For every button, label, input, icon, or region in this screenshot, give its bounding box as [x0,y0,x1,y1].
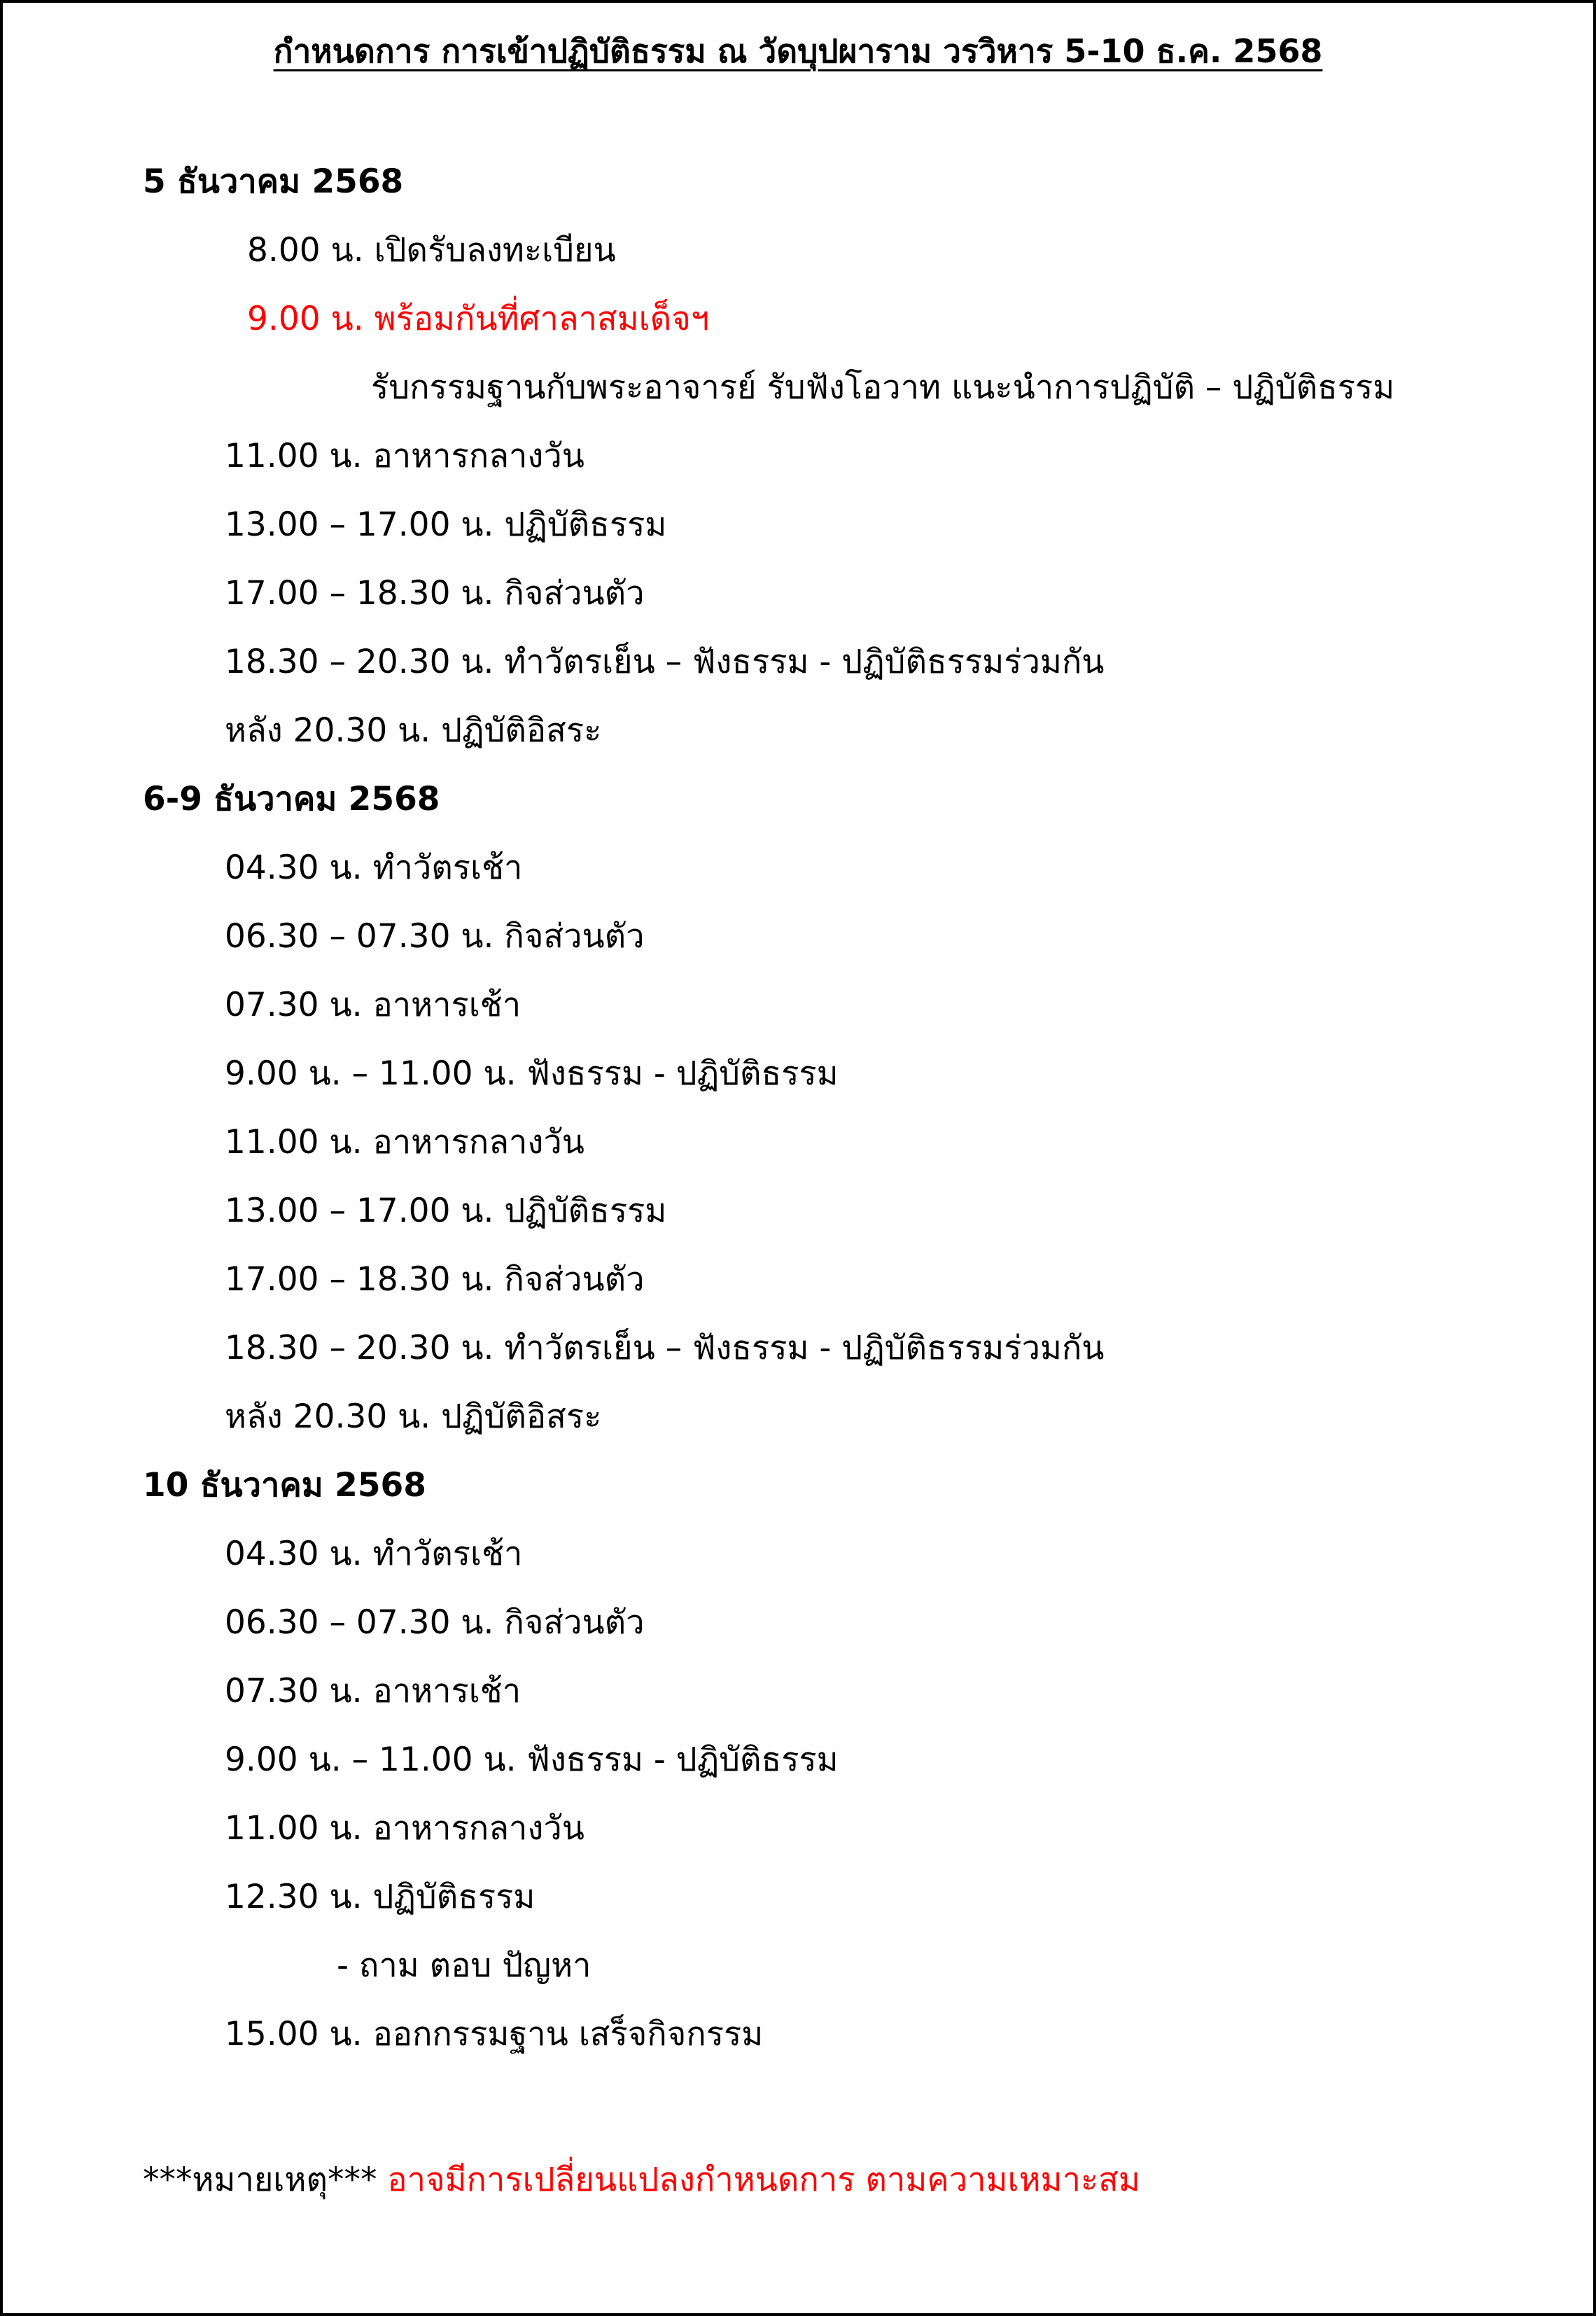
schedule-item: หลัง 20.30 น. ปฏิบัติอิสระ [225,711,602,750]
schedule-item: 07.30 น. อาหารเช้า [225,986,522,1024]
schedule-item: 17.00 – 18.30 น. กิจส่วนตัว [225,574,645,613]
schedule-item: 06.30 – 07.30 น. กิจส่วนตัว [225,1603,645,1642]
schedule-item: 9.00 น. – 11.00 น. ฟังธรรม - ปฏิบัติธรรม [225,1054,839,1093]
schedule-item: 17.00 – 18.30 น. กิจส่วนตัว [225,1260,645,1299]
schedule-item: 12.30 น. ปฏิบัติธรรม [225,1878,536,1916]
schedule-item: หลัง 20.30 น. ปฏิบัติอิสระ [225,1397,602,1436]
schedule-item: 8.00 น. เปิดรับลงทะเบียน [247,231,616,270]
schedule-item: 13.00 – 17.00 น. ปฏิบัติธรรม [225,1192,667,1230]
day-heading-10-dec: 10 ธันวาคม 2568 [143,1466,426,1505]
schedule-item: 13.00 – 17.00 น. ปฏิบัติธรรม [225,505,667,544]
note-line [143,2161,1140,2199]
note-text: อาจมีการเปลี่ยนแปลงกำหนดการ ตามความเหมาะสม [387,2161,1140,2199]
schedule-item-detail: รับกรรมฐานกับพระอาจารย์ รับฟังโอวาท แนะนำการปฏิบัติ – ปฏิบัติธรรม [371,368,1395,407]
schedule-item: 04.30 น. ทำวัตรเช้า [225,1535,523,1573]
schedule-item: 04.30 น. ทำวัตรเช้า [225,849,523,887]
schedule-item-highlight: 9.00 น. พร้อมกันที่ศาลาสมเด็จฯ [247,300,710,338]
schedule-item: 9.00 น. – 11.00 น. ฟังธรรม - ปฏิบัติธรรม [225,1741,839,1779]
schedule-item: 11.00 น. อาหารกลางวัน [225,1809,584,1848]
schedule-item: 15.00 น. ออกกรรมฐาน เสร็จกิจกรรม [225,2015,764,2053]
day-heading-5-dec: 5 ธันวาคม 2568 [143,162,404,201]
schedule-item: 11.00 น. อาหารกลางวัน [225,1123,584,1162]
schedule-item: 06.30 – 07.30 น. กิจส่วนตัว [225,917,645,956]
schedule-item: 07.30 น. อาหารเช้า [225,1672,522,1710]
schedule-item: 11.00 น. อาหารกลางวัน [225,437,584,475]
day-heading-6-9-dec: 6-9 ธันวาคม 2568 [143,780,440,818]
schedule-item: 18.30 – 20.30 น. ทำวัตรเย็น – ฟังธรรม - ปฏิบัติธรรมร่วมกัน [225,1329,1105,1367]
schedule-item-detail: - ถาม ตอบ ปัญหา [337,1946,592,1985]
schedule-item: 18.30 – 20.30 น. ทำวัตรเย็น – ฟังธรรม - ปฏิบัติธรรมร่วมกัน [225,643,1105,681]
document-title: กำหนดการ การเข้าปฏิบัติธรรม ณ วัดบุปผาราม วรวิหาร 5-10 ธ.ค. 2568 [273,32,1323,70]
note-label: ***หมายเหตุ*** [143,2161,377,2199]
